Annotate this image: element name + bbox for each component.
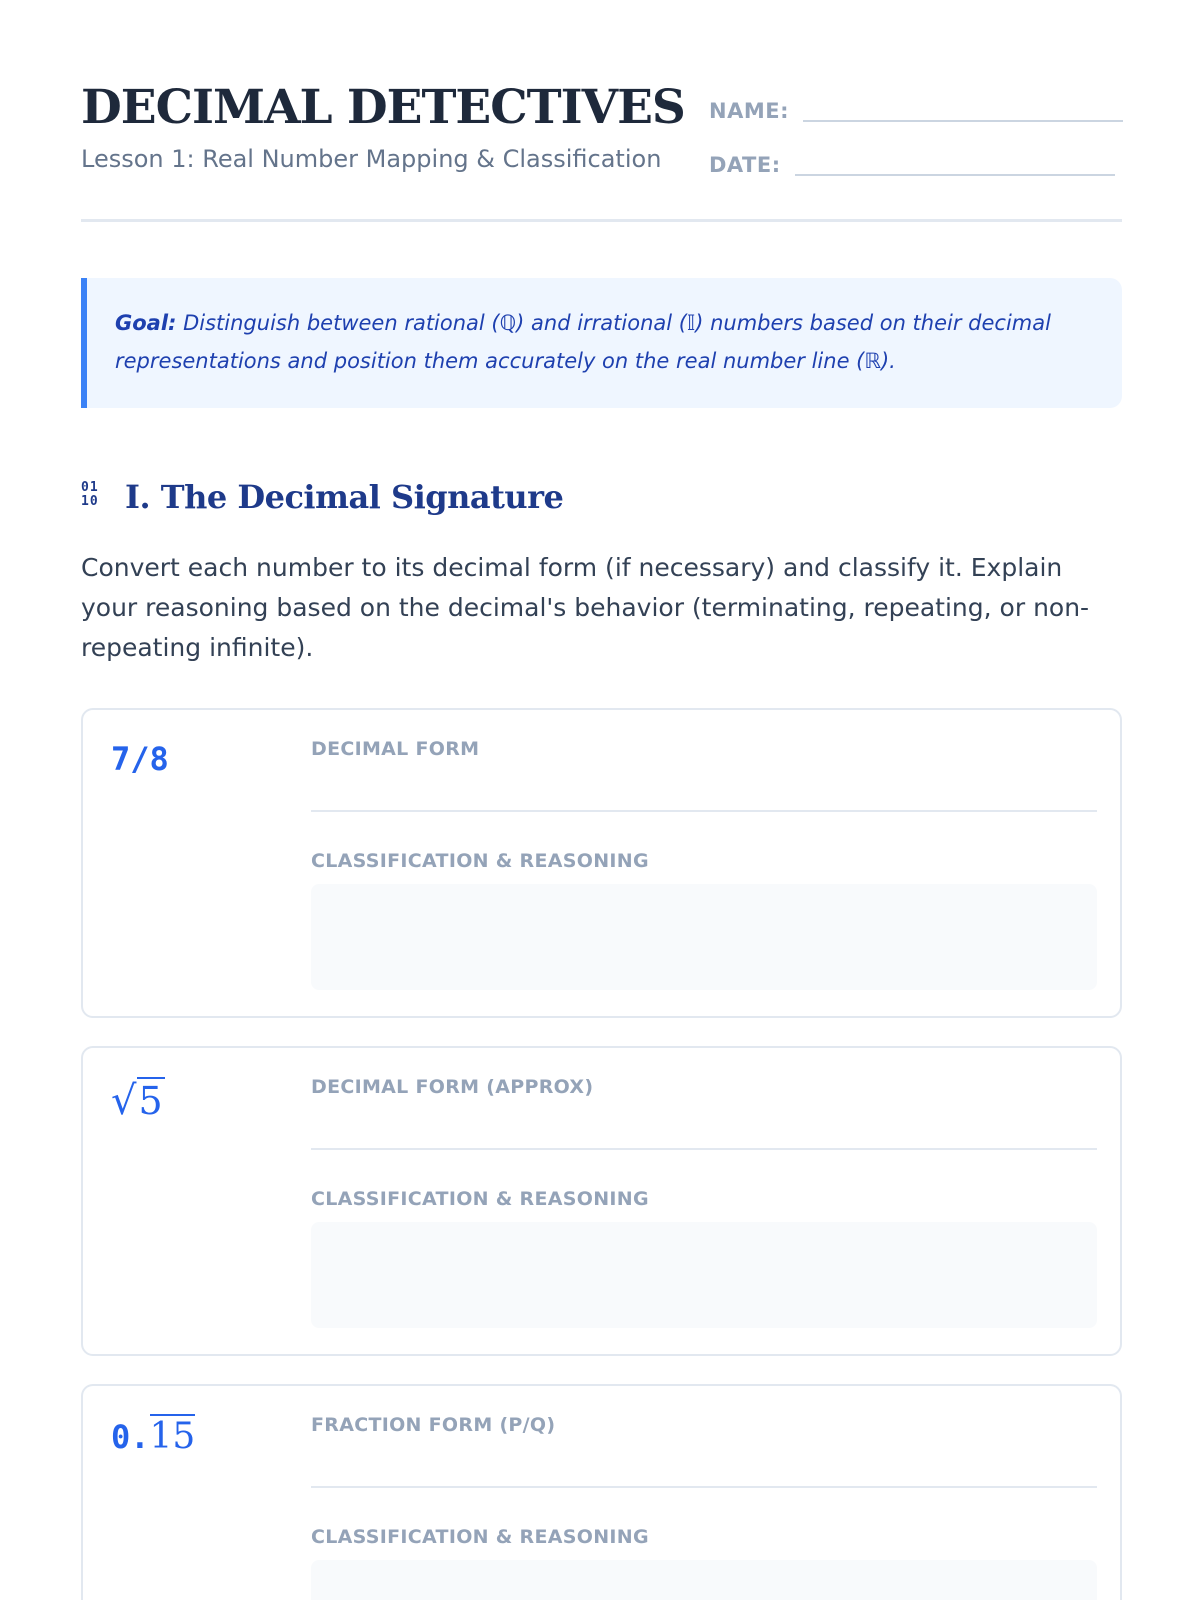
classification-field [311, 1526, 1097, 1600]
worksheet-header [81, 0, 1122, 222]
worksheet-title: DECIMAL DETECTIVES [81, 80, 685, 135]
name-field[interactable] [803, 94, 1123, 122]
date-row [709, 148, 1115, 176]
problem-card [81, 708, 1122, 1018]
reasoning-box[interactable] [311, 1560, 1097, 1600]
goal-body: Distinguish between rational (ℚ) and irrational (𝕀) numbers based on their decimal representations and position them accurately on the real number line (ℝ). [115, 311, 1051, 373]
section-title: I. The Decimal Signature [125, 478, 564, 516]
square-root-icon: √ [111, 1078, 137, 1124]
classification-field [311, 850, 1097, 1000]
binary-icon-top: 01 [81, 480, 99, 495]
answer-line[interactable] [311, 810, 1097, 812]
problem-card [81, 1046, 1122, 1356]
radicand: 5 [138, 1079, 163, 1123]
field-label: FRACTION FORM (P/Q) [311, 1414, 556, 1436]
reasoning-box[interactable] [311, 884, 1097, 990]
decimal-form-field [311, 1076, 1097, 1156]
problem-card [81, 1384, 1122, 1600]
section-heading [81, 478, 563, 516]
goal-label: Goal: [115, 311, 177, 335]
decimal-form-field [311, 738, 1097, 818]
field-label: CLASSIFICATION & REASONING [311, 1526, 649, 1548]
field-label: DECIMAL FORM (APPROX) [311, 1076, 594, 1098]
answer-line[interactable] [311, 1148, 1097, 1150]
answer-line[interactable] [311, 1486, 1097, 1488]
classification-field [311, 1188, 1097, 1338]
worksheet-subtitle: Lesson 1: Real Number Mapping & Classification [81, 145, 662, 173]
date-field[interactable] [795, 148, 1115, 176]
square-root [111, 1078, 165, 1124]
repeating-digits: 15 [149, 1416, 196, 1457]
worksheet-page [81, 0, 1122, 1548]
decimal-prefix: 0. [111, 1418, 150, 1456]
problem-expression [111, 1416, 195, 1457]
goal-text [115, 304, 1096, 380]
problem-expression: 7/8 [111, 740, 169, 778]
date-label: DATE: [709, 153, 781, 177]
fraction-form-field [311, 1414, 1097, 1494]
reasoning-box[interactable] [311, 1222, 1097, 1328]
section-instructions: Convert each number to its decimal form (if necessary) and classify it. Explain your reasoning based on the decimal's behavior (terminating, repeating, or non-repeating infinite). [81, 553, 1090, 662]
binary-icon [81, 481, 109, 513]
binary-icon-bottom: 10 [81, 494, 99, 509]
field-label: CLASSIFICATION & REASONING [311, 850, 649, 872]
field-label: CLASSIFICATION & REASONING [311, 1188, 649, 1210]
problem-expression [111, 1078, 165, 1124]
field-label: DECIMAL FORM [311, 738, 480, 760]
name-label: NAME: [709, 99, 789, 123]
goal-callout [81, 278, 1122, 408]
name-row [709, 94, 1123, 122]
